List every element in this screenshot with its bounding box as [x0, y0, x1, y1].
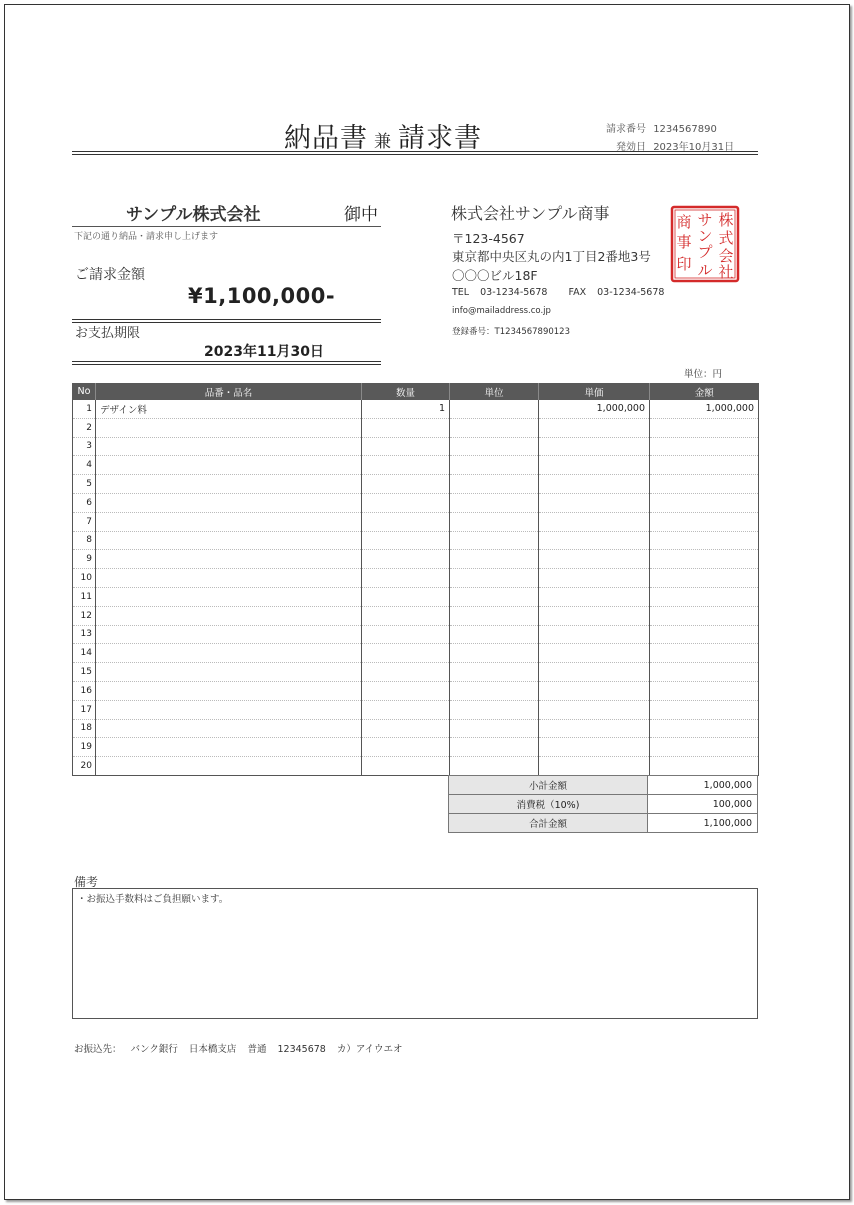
row-unit: [450, 493, 539, 512]
tel-label: TEL: [452, 287, 470, 298]
subtotal-value: 1,000,000: [648, 776, 758, 795]
issuer-registration: 登録番号：T1234567890123: [452, 327, 570, 337]
row-unit-price: [539, 569, 650, 588]
row-quantity: [362, 493, 450, 512]
row-quantity: [362, 738, 450, 757]
row-quantity: [362, 606, 450, 625]
row-unit: [450, 663, 539, 682]
row-quantity: [362, 587, 450, 606]
row-quantity: [362, 550, 450, 569]
row-item-name: [96, 437, 362, 456]
issue-date-value: 2023年10月31日: [653, 142, 735, 153]
unit-note: 単位：円: [684, 369, 723, 380]
svg-text:株: 株: [718, 211, 734, 229]
bank-branch: 日本橋支店: [188, 1044, 237, 1055]
row-item-name: [96, 719, 362, 738]
row-no: 13: [73, 625, 96, 644]
row-unit-price: [539, 719, 650, 738]
row-unit: [450, 475, 539, 494]
row-no: 7: [73, 512, 96, 531]
company-seal: [670, 205, 740, 283]
fax-value: 03-1234-5678: [597, 287, 665, 298]
table-row: [73, 512, 759, 531]
row-amount: [650, 550, 759, 569]
remarks-box: [72, 888, 758, 1019]
row-no: 4: [73, 456, 96, 475]
row-amount: [650, 644, 759, 663]
table-row: [73, 663, 759, 682]
row-quantity: [362, 681, 450, 700]
bank-account-number: 12345678: [277, 1044, 326, 1055]
total-row: [449, 814, 758, 833]
row-item-name: [96, 456, 362, 475]
row-quantity: [362, 625, 450, 644]
table-row: [73, 681, 759, 700]
row-unit-price: 1,000,000: [539, 400, 650, 418]
deadline-rule: [72, 361, 381, 365]
row-unit-price: [539, 531, 650, 550]
row-unit: [450, 587, 539, 606]
bank-name: バンク銀行: [130, 1044, 178, 1055]
row-unit-price: [539, 587, 650, 606]
row-quantity: [362, 475, 450, 494]
row-amount: [650, 719, 759, 738]
row-unit: [450, 644, 539, 663]
svg-text:社: 社: [718, 263, 734, 281]
row-unit: [450, 681, 539, 700]
issuer-postal: 〒123-4567: [452, 231, 525, 246]
row-quantity: [362, 456, 450, 475]
issuer-email: info@mailaddress.co.jp: [452, 306, 551, 316]
table-row: [73, 437, 759, 456]
totals-table: [448, 775, 758, 833]
tax-value: 100,000: [648, 795, 758, 814]
row-item-name: [96, 625, 362, 644]
row-amount: [650, 587, 759, 606]
row-amount: [650, 512, 759, 531]
row-quantity: [362, 418, 450, 437]
row-item-name: デザイン料: [96, 400, 362, 418]
row-no: 15: [73, 663, 96, 682]
row-unit: [450, 512, 539, 531]
issuer-contact: [452, 287, 664, 298]
header-item-name: 品番・品名: [96, 383, 362, 400]
row-item-name: [96, 475, 362, 494]
row-unit-price: [539, 606, 650, 625]
row-no: 19: [73, 738, 96, 757]
client-note: 下記の通り納品・請求申し上げます: [74, 232, 219, 242]
svg-text:式: 式: [718, 229, 734, 247]
total-label: 合計金額: [449, 814, 648, 833]
row-quantity: [362, 437, 450, 456]
row-amount: [650, 475, 759, 494]
deadline-label: お支払期限: [75, 326, 141, 341]
subtotal-label: 小計金額: [449, 776, 648, 795]
row-amount: 1,000,000: [650, 400, 759, 418]
row-quantity: [362, 719, 450, 738]
row-amount: [650, 757, 759, 776]
row-no: 14: [73, 644, 96, 663]
row-unit-price: [539, 644, 650, 663]
client-name: サンプル株式会社: [126, 205, 261, 225]
row-amount: [650, 531, 759, 550]
row-amount: [650, 625, 759, 644]
table-row: [73, 418, 759, 437]
table-row: [73, 569, 759, 588]
row-no: 2: [73, 418, 96, 437]
row-no: 11: [73, 587, 96, 606]
row-unit-price: [539, 456, 650, 475]
row-item-name: [96, 738, 362, 757]
row-unit: [450, 569, 539, 588]
row-unit: [450, 757, 539, 776]
row-unit: [450, 738, 539, 757]
svg-text:プ: プ: [697, 243, 713, 261]
row-item-name: [96, 512, 362, 531]
row-no: 8: [73, 531, 96, 550]
invoice-number-value: 1234567890: [653, 124, 717, 135]
row-amount: [650, 418, 759, 437]
row-unit-price: [539, 418, 650, 437]
row-quantity: [362, 531, 450, 550]
row-item-name: [96, 663, 362, 682]
row-item-name: [96, 418, 362, 437]
row-amount: [650, 606, 759, 625]
subtotal-row: [449, 776, 758, 795]
row-unit-price: [539, 437, 650, 456]
total-value: 1,100,000: [648, 814, 758, 833]
table-row: [73, 550, 759, 569]
row-item-name: [96, 569, 362, 588]
row-item-name: [96, 550, 362, 569]
title-and: 兼: [374, 132, 392, 152]
issuer-address2: 〇〇〇ビル18F: [452, 268, 538, 283]
table-row: [73, 644, 759, 663]
row-unit: [450, 700, 539, 719]
header-quantity: 数量: [362, 383, 450, 400]
client-underline: [72, 226, 381, 227]
row-no: 12: [73, 606, 96, 625]
table-row: [73, 531, 759, 550]
row-unit: [450, 400, 539, 418]
row-unit: [450, 606, 539, 625]
remarks-label: 備考: [74, 875, 99, 889]
row-amount: [650, 456, 759, 475]
row-amount: [650, 437, 759, 456]
invoice-number: [606, 120, 717, 135]
row-no: 5: [73, 475, 96, 494]
svg-text:事: 事: [676, 233, 692, 251]
row-quantity: [362, 757, 450, 776]
table-row: [73, 606, 759, 625]
svg-text:印: 印: [676, 255, 692, 273]
bank-info: [74, 1041, 403, 1055]
amount-label: ご請求金額: [75, 267, 145, 283]
row-item-name: [96, 757, 362, 776]
bank-label: お振込先：: [74, 1044, 122, 1055]
row-quantity: [362, 512, 450, 531]
svg-text:会: 会: [718, 247, 734, 265]
tax-row: [449, 795, 758, 814]
row-item-name: [96, 681, 362, 700]
row-no: 18: [73, 719, 96, 738]
row-item-name: [96, 493, 362, 512]
row-unit-price: [539, 512, 650, 531]
document-title: [284, 116, 482, 155]
row-no: 6: [73, 493, 96, 512]
title-rule-top: [72, 151, 758, 152]
row-unit-price: [539, 493, 650, 512]
row-unit-price: [539, 550, 650, 569]
tel-value: 03-1234-5678: [480, 287, 548, 298]
issue-date-label: 発効日: [616, 142, 646, 153]
row-amount: [650, 738, 759, 757]
row-unit: [450, 437, 539, 456]
row-unit-price: [539, 700, 650, 719]
row-no: 3: [73, 437, 96, 456]
remarks-text: ・お振込手数料はご負担願います。: [77, 894, 229, 905]
table-row: [73, 587, 759, 606]
row-item-name: [96, 644, 362, 663]
tax-label: 消費税（10%): [449, 795, 648, 814]
svg-text:商: 商: [676, 213, 692, 231]
header-no: No: [73, 383, 96, 400]
row-unit: [450, 550, 539, 569]
row-quantity: 1: [362, 400, 450, 418]
title-invoice: 請求書: [398, 123, 482, 154]
row-amount: [650, 493, 759, 512]
table-row: [73, 719, 759, 738]
invoice-number-label: 請求番号: [606, 124, 646, 135]
table-row: [73, 493, 759, 512]
table-row: [73, 625, 759, 644]
row-quantity: [362, 644, 450, 663]
row-quantity: [362, 663, 450, 682]
row-no: 16: [73, 681, 96, 700]
row-no: 20: [73, 757, 96, 776]
row-no: 17: [73, 700, 96, 719]
issuer-name: 株式会社サンプル商事: [451, 204, 610, 223]
svg-text:サ: サ: [697, 211, 713, 229]
row-amount: [650, 663, 759, 682]
row-unit-price: [539, 757, 650, 776]
table-row: [73, 757, 759, 776]
bank-account-holder: カ）アイウエオ: [336, 1044, 403, 1055]
row-unit-price: [539, 475, 650, 494]
row-unit: [450, 418, 539, 437]
svg-text:ル: ル: [697, 261, 713, 279]
row-no: 1: [73, 400, 96, 418]
bank-account-type: 普通: [247, 1044, 267, 1055]
client-honorific: 御中: [344, 205, 378, 225]
items-table: [72, 383, 759, 776]
row-unit-price: [539, 625, 650, 644]
total-amount: ¥1,100,000-: [188, 284, 336, 308]
issuer-address1: 東京都中央区丸の内1丁目2番地3号: [452, 249, 651, 264]
title-delivery: 納品書: [284, 123, 368, 154]
row-unit: [450, 625, 539, 644]
row-unit: [450, 531, 539, 550]
row-unit: [450, 719, 539, 738]
row-unit: [450, 456, 539, 475]
table-row: [73, 475, 759, 494]
row-unit-price: [539, 681, 650, 700]
table-row: [73, 738, 759, 757]
header-amount: 金額: [650, 383, 759, 400]
row-amount: [650, 681, 759, 700]
header-unit: 単位: [450, 383, 539, 400]
row-quantity: [362, 569, 450, 588]
row-unit-price: [539, 663, 650, 682]
row-no: 10: [73, 569, 96, 588]
row-amount: [650, 569, 759, 588]
header-unit-price: 単価: [539, 383, 650, 400]
row-amount: [650, 700, 759, 719]
row-item-name: [96, 587, 362, 606]
table-row: [73, 700, 759, 719]
table-row: [73, 400, 759, 418]
items-header-row: [73, 383, 759, 400]
svg-text:ン: ン: [697, 227, 713, 245]
payment-deadline: 2023年11月30日: [204, 344, 324, 360]
row-no: 9: [73, 550, 96, 569]
fax-label: FAX: [568, 287, 587, 298]
row-unit-price: [539, 738, 650, 757]
table-row: [73, 456, 759, 475]
row-quantity: [362, 700, 450, 719]
row-item-name: [96, 531, 362, 550]
title-rule-bottom: [72, 154, 758, 155]
row-item-name: [96, 700, 362, 719]
row-item-name: [96, 606, 362, 625]
